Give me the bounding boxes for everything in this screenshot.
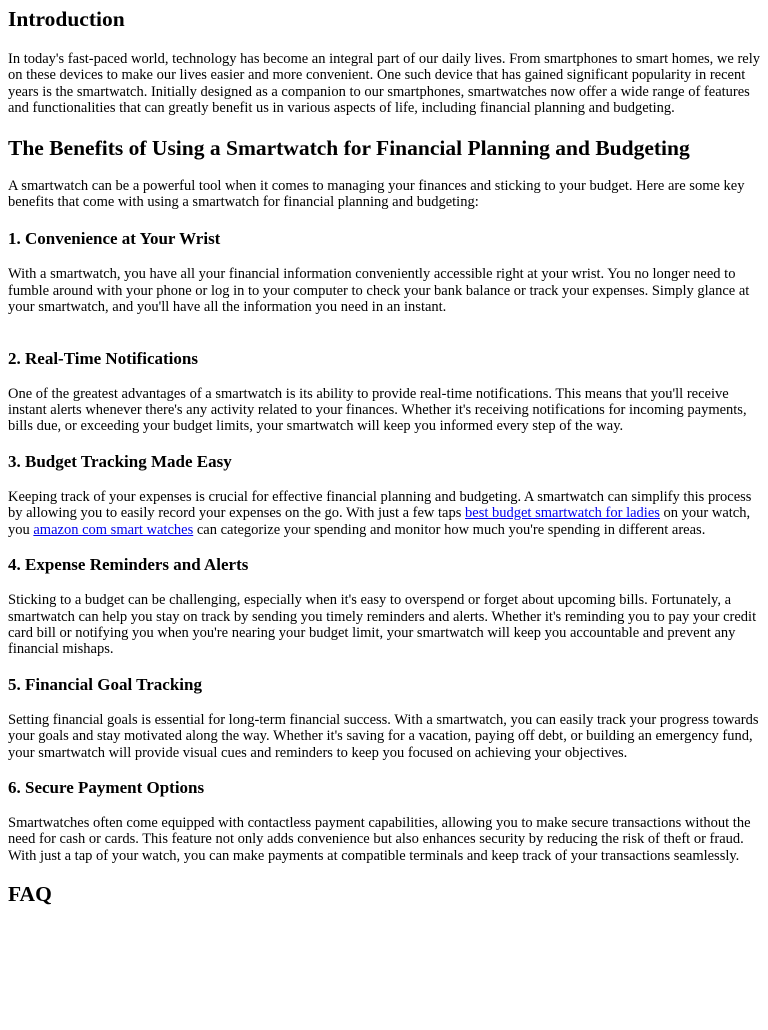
section-paragraph-secure-payment: Smartwatches often come equipped with contactless payment capabilities, allowing you to make secure transactions without the need for cash or cards. This feature not only adds convenience but also enhances security by reducing the risk of theft or fraud. With just a tap of your watch, you can make payments at compatible terminals and keep track of your transactions seamlessly. xyxy=(8,814,751,864)
section-paragraph-convenience: With a smartwatch, you have all your financial information conveniently accessible right at your wrist. You no longer need to fumble around with your phone or log in to your computer to check your bank balance or track your expenses. Simply glance at your smartwatch, and you'll have all the information you need in an instant. xyxy=(8,266,750,316)
article xyxy=(0,6,768,907)
introduction-heading: Introduction xyxy=(8,7,125,31)
section-heading-budget-tracking: 3. Budget Tracking Made Easy xyxy=(8,451,232,471)
section-heading-goal-tracking: 5. Financial Goal Tracking xyxy=(8,674,202,694)
benefits-paragraph: A smartwatch can be a powerful tool when it comes to managing your finances and sticking to your budget. Here are some key benefits that come with using a smartwatch for financial planning and budgeting: xyxy=(8,177,745,211)
section-heading-notifications: 2. Real-Time Notifications xyxy=(8,348,198,368)
link-amazon-smart-watches[interactable]: amazon com smart watches xyxy=(33,521,194,538)
paragraph-text: Keeping track of your expenses is crucial for effective financial planning and budgeting. A smartwatch can simplify this process by allowing you to easily record your expenses on the go. With just a few taps xyxy=(8,488,752,522)
section-heading-convenience: 1. Convenience at Your Wrist xyxy=(8,229,221,249)
faq-heading: FAQ xyxy=(8,882,52,907)
section-paragraph-goal-tracking: Setting financial goals is essential for long-term financial success. With a smartwatch, you can easily track your progress towards your goals and stay motivated along the way. Whether it's saving for a vacation, paying off debt, or building an emergency fund, your smartwatch will provide visual cues and reminders to keep you focused on achieving your objectives. xyxy=(8,711,759,761)
section-paragraph-notifications: One of the greatest advantages of a smartwatch is its ability to provide real-time notifications. This means that you'll receive instant alerts whenever there's any activity related to your finances. Whether it's receiving notifications for incoming payments, bills due, or exceeding your budget limits, your smartwatch will keep you informed every step of the way. xyxy=(8,385,747,435)
section-paragraph-budget-tracking xyxy=(8,489,760,538)
paragraph-text: can categorize your spending and monitor how much you're spending in different areas. xyxy=(193,521,706,538)
section-heading-reminders: 4. Expense Reminders and Alerts xyxy=(8,555,249,575)
section-heading-secure-payment: 6. Secure Payment Options xyxy=(8,777,205,797)
introduction-paragraph: In today's fast-paced world, technology has become an integral part of our daily lives. From smartphones to smart homes, we rely on these devices to make our lives easier and more convenient. One such device that has gained significant popularity in recent years is the smartwatch. Initially designed as a companion to our smartphones, smartwatches now offer a wide range of features and functionalities that can greatly benefit us in various aspects of life, including financial planning and budgeting. xyxy=(8,51,760,117)
paragraph-text: on your watch, you xyxy=(8,505,751,538)
section-paragraph-reminders: Sticking to a budget can be challenging, especially when it's easy to overspend or forget about upcoming bills. Fortunately, a smartwatch can help you stay on track by sending you timely reminders and alerts. Whether it's reminding you to pay your credit card bill or notifying you when you're nearing your budget limit, your smartwatch will keep you accountable and prevent any financial mishaps. xyxy=(8,592,757,658)
link-best-budget-smartwatch[interactable]: best budget smartwatch for ladies xyxy=(465,505,660,522)
benefits-heading: The Benefits of Using a Smartwatch for Financial Planning and Budgeting xyxy=(8,135,690,160)
